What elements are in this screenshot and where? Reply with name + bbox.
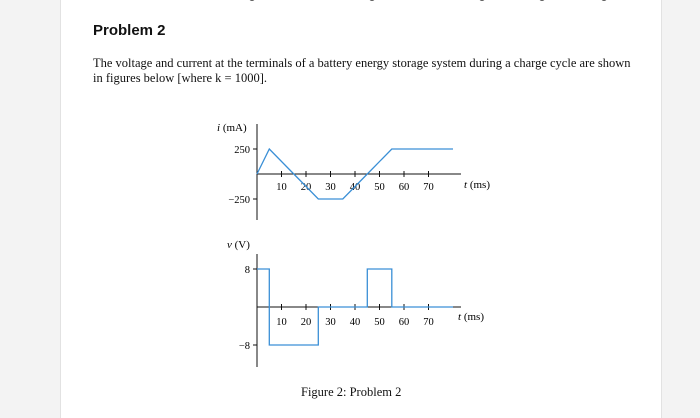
current-chart <box>217 122 490 220</box>
x-tick-label: 40 <box>349 182 361 193</box>
y-tick-label: 250 <box>234 145 250 156</box>
x-tick-label: 50 <box>374 317 385 328</box>
voltage-y-ticks <box>239 265 257 352</box>
current-y-ticks <box>228 145 257 206</box>
voltage-x-axis-label: t (ms) <box>458 311 484 323</box>
x-tick-label: 10 <box>276 317 287 328</box>
y-tick-label: −250 <box>228 195 250 206</box>
x-tick-label: 50 <box>374 182 385 193</box>
voltage-y-axis-label: v (V) <box>227 239 250 251</box>
voltage-chart <box>227 239 484 367</box>
x-tick-label: 70 <box>423 182 434 193</box>
figure-2 <box>61 0 661 418</box>
x-tick-label: 60 <box>398 317 410 328</box>
document-page <box>60 0 662 418</box>
x-tick-label: 40 <box>349 317 361 328</box>
x-tick-label: 10 <box>276 182 287 193</box>
figure-caption: Figure 2: Problem 2 <box>301 385 402 399</box>
x-tick-label: 60 <box>398 182 410 193</box>
y-tick-label: 8 <box>244 265 250 276</box>
x-tick-label: 20 <box>300 317 312 328</box>
x-tick-label: 30 <box>325 317 336 328</box>
x-tick-label: 30 <box>325 182 336 193</box>
current-x-axis-label: t (ms) <box>464 179 490 191</box>
problem-statement: The voltage and current at the terminals of a battery energy storage system during a charge cycle are shown in figures below [where k = 1000]. <box>93 56 631 85</box>
x-tick-label: 20 <box>300 182 312 193</box>
problem-heading: Problem 2 <box>93 22 166 39</box>
y-tick-label: −8 <box>238 341 250 352</box>
x-tick-label: 70 <box>423 317 434 328</box>
current-y-axis-label: i (mA) <box>217 122 247 134</box>
